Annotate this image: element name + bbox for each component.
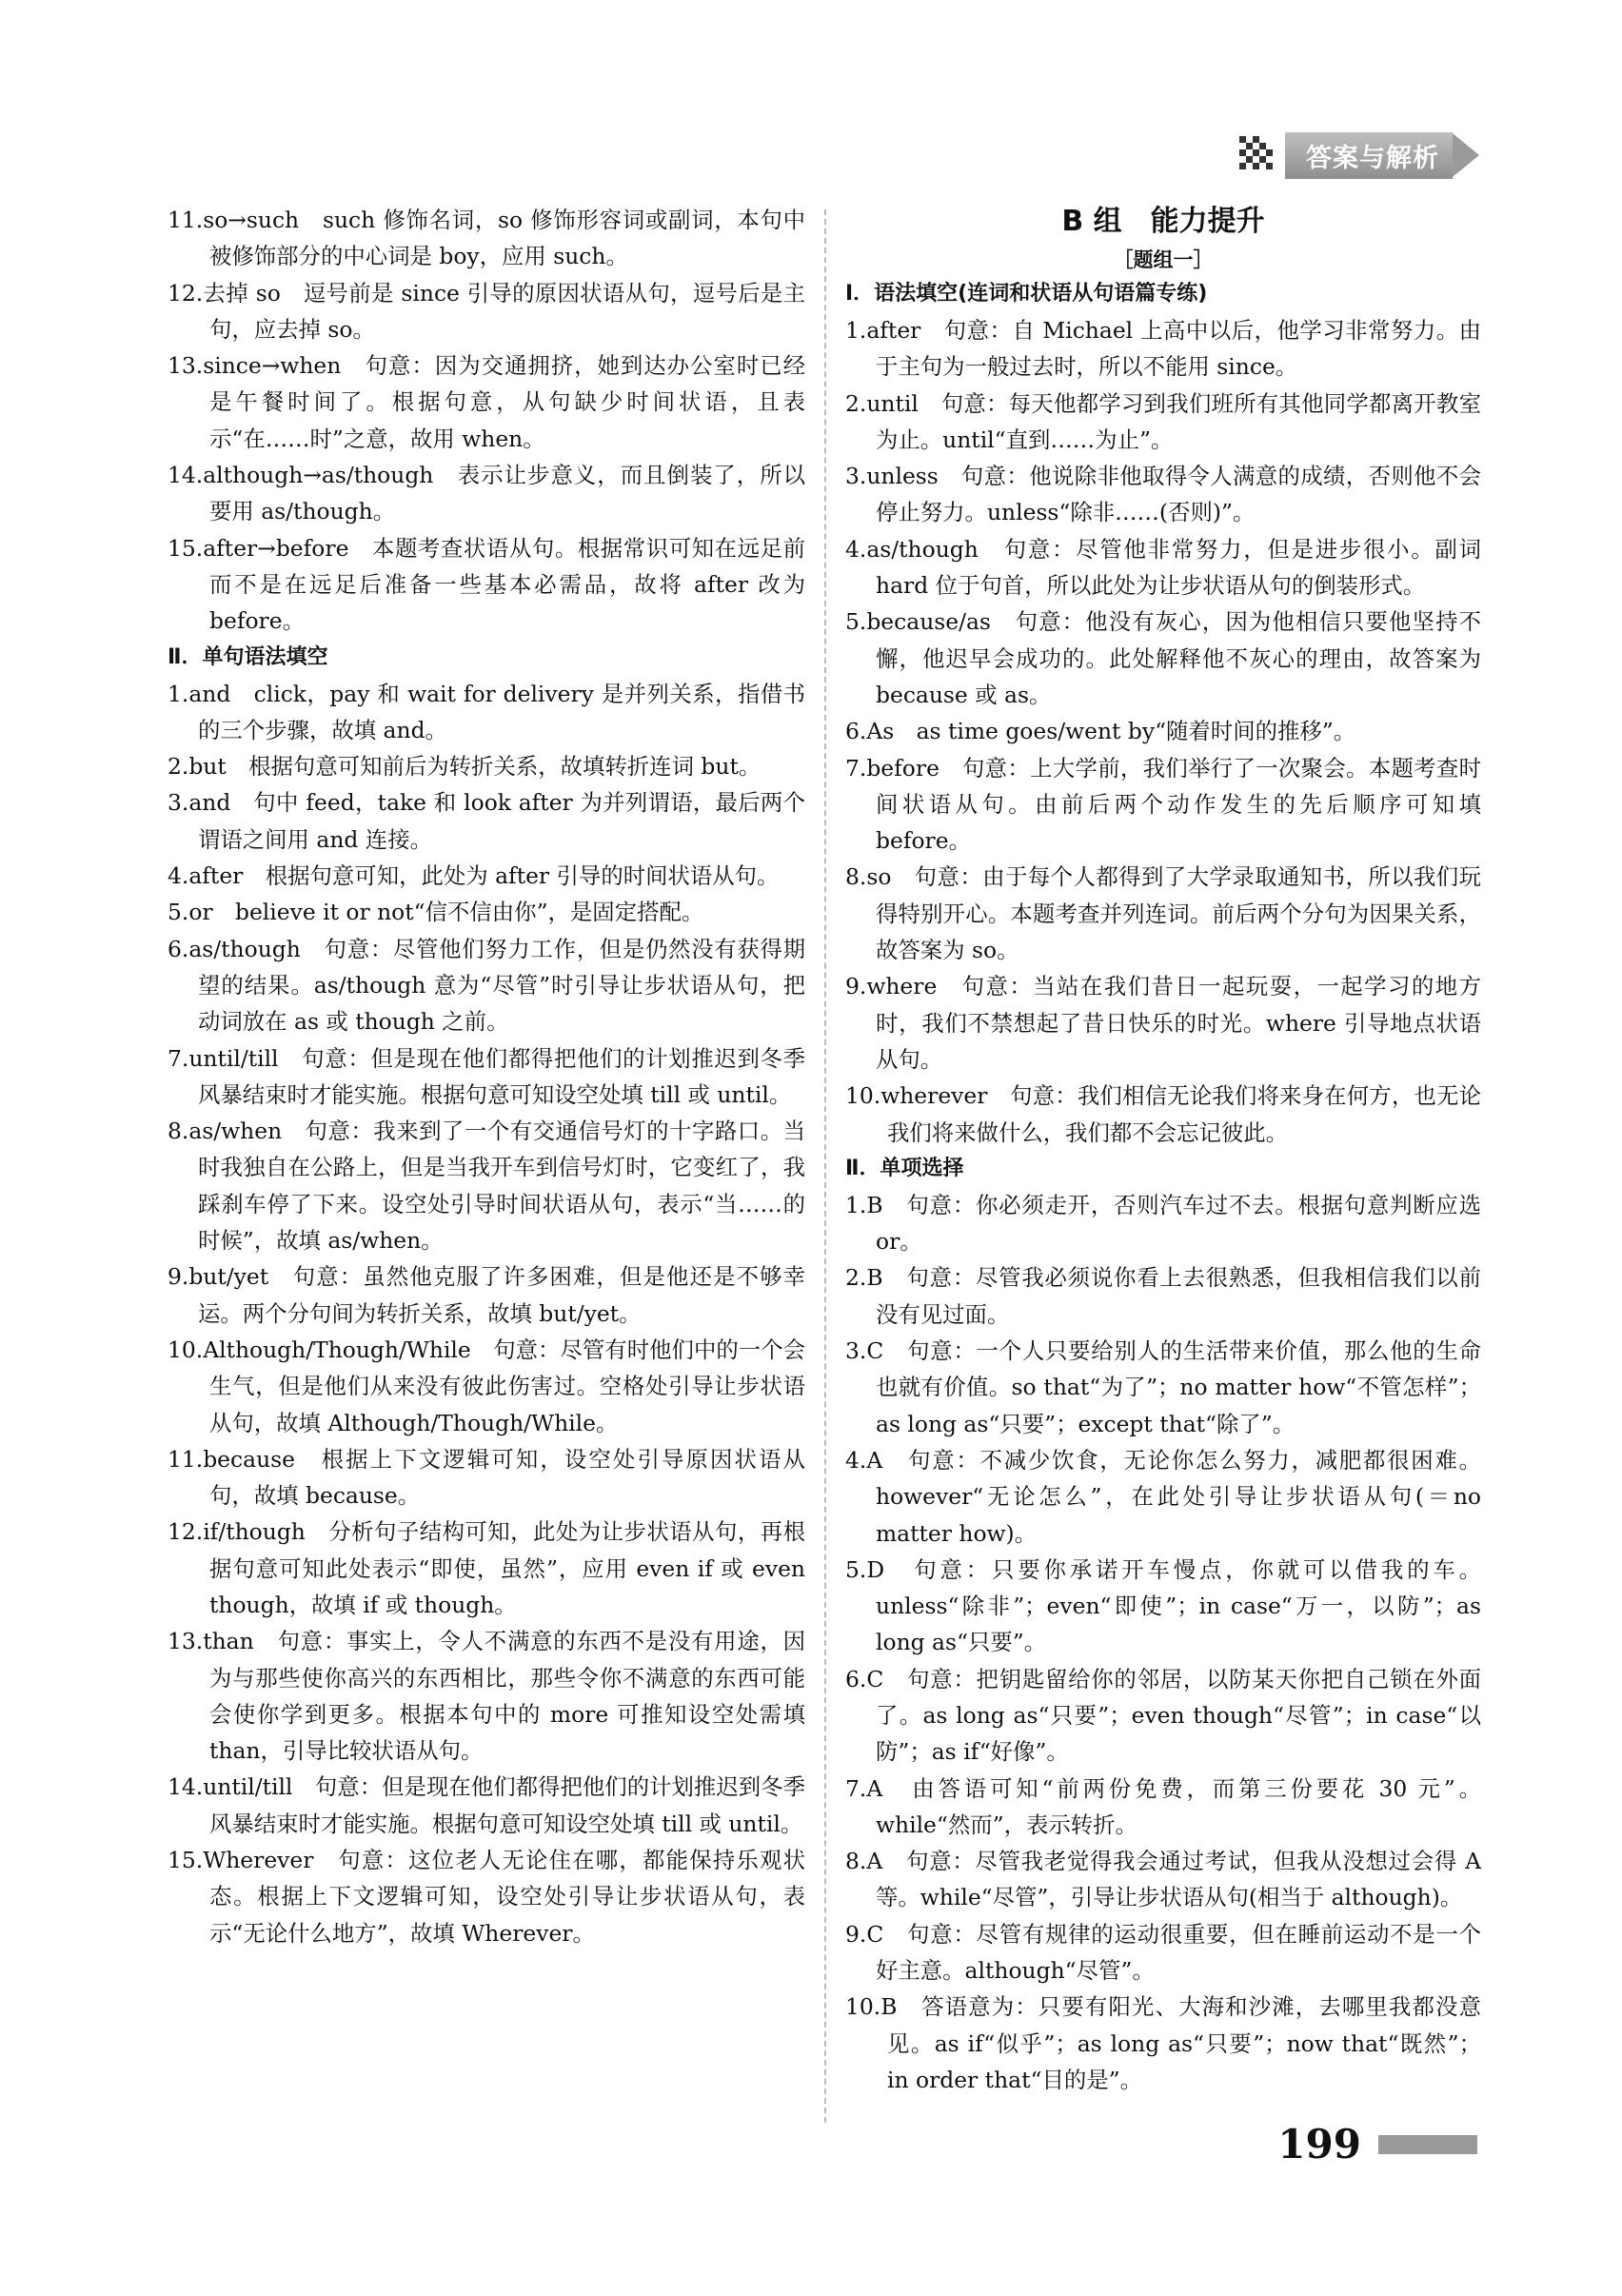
item-number: 8.	[168, 1118, 189, 1145]
grammar-fill-list	[845, 312, 1481, 1151]
item-text: as/when 句意：我来到了一个有交通信号灯的十字路口。当时我独自在公路上，但是当我开车到信号灯时，它变红了，我踩刹车停了下来。设空处引导时间状语从句，表示“当……的时候”，故填 as/when。	[188, 1118, 805, 1255]
answer-item	[845, 312, 1481, 386]
item-number: 6.	[845, 1665, 867, 1692]
pixel-pattern-icon	[1239, 136, 1279, 174]
item-number: 7.	[845, 754, 867, 782]
item-number: 1.	[845, 317, 867, 344]
item-number: 9.	[845, 1920, 867, 1948]
item-text: because/as 句意：他没有灰心，因为他相信只要他坚持不懈，他迟早会成功的。此处解释他不灰心的理由，故答案为 because 或 as。	[866, 608, 1481, 708]
item-number: 9.	[168, 1263, 189, 1291]
answer-item	[845, 1187, 1481, 1260]
answer-item	[845, 1661, 1481, 1771]
item-number: 2.	[845, 389, 867, 417]
answer-item	[168, 784, 805, 858]
answer-item	[168, 676, 805, 749]
item-number: 10.	[168, 1336, 204, 1363]
item-text: than 句意：事实上，令人不满意的东西不是没有用途，因为与那些使你高兴的东西相比，那些令你不满意的东西可能会使你学到更多。根据本句中的 more 可推知设空处需填 than，引导比较状语从句。	[203, 1628, 805, 1765]
answer-item	[845, 1989, 1481, 2098]
answer-item	[168, 748, 805, 784]
column-divider	[824, 209, 826, 2123]
item-number: 8.	[845, 863, 867, 891]
item-text: as/though 句意：尽管他非常努力，但是进步很小。副词 hard 位于句首，所以此处为让步状语从句的倒装形式。	[866, 535, 1481, 600]
item-number: 7.	[845, 1774, 867, 1802]
item-number: 1.	[845, 1191, 867, 1218]
item-number: 9.	[845, 973, 867, 1000]
answer-item	[168, 275, 805, 348]
item-text: A 句意：不减少饮食，无论你怎么努力，减肥都很困难。however“无论怎么”，在此处引导让步状语从句(＝no matter how)。	[866, 1446, 1481, 1547]
item-text: B 答语意为：只要有阳光、大海和沙滩，去哪里我都没意见。as if“似乎”；as long as“只要”；now that“既然”；in order that“目的是”。	[880, 1993, 1481, 2093]
item-text: but/yet 句意：虽然他克服了许多困难，但是他还是不够幸运。两个分句间为转折关系，故填 but/yet。	[188, 1263, 805, 1327]
section-heading: Ⅰ．语法填空(连词和状语从句语篇专练)	[845, 282, 1208, 306]
page-bar	[1378, 2135, 1477, 2154]
item-number: 14.	[168, 1773, 204, 1801]
section-header	[1239, 133, 1479, 177]
item-text: unless 句意：他说除非他取得令人满意的成绩，否则他不会停止努力。unless“除非……(否则)”。	[866, 463, 1481, 526]
item-number: 14.	[168, 462, 204, 489]
item-text: until/till 句意：但是现在他们都得把他们的计划推迟到冬季风暴结束时才能实施。根据句意可知设空处填 till 或 until。	[203, 1773, 805, 1837]
item-number: 4.	[168, 862, 189, 890]
item-number: 5.	[845, 1555, 867, 1583]
item-number: 6.	[845, 718, 867, 745]
answer-item	[168, 1842, 805, 1951]
item-text: wherever 句意：我们相信无论我们将来身在何方，也无论我们将来做什么，我们都不会忘记彼此。	[880, 1082, 1481, 1146]
item-number: 3.	[168, 789, 189, 817]
answer-item	[845, 1078, 1481, 1151]
answer-item	[845, 531, 1481, 604]
header-label: 答案与解析	[1285, 132, 1453, 179]
error-correction-list	[168, 202, 805, 640]
item-number: 8.	[845, 1848, 867, 1875]
answer-item	[845, 859, 1481, 968]
item-number: 5.	[168, 899, 189, 926]
item-number: 11.	[168, 207, 204, 233]
answer-item	[168, 931, 805, 1040]
item-number: 4.	[845, 1446, 867, 1474]
item-number: 15.	[168, 534, 204, 562]
page-number: 199	[1277, 2121, 1361, 2167]
group-title: B 组 能力提升	[1061, 205, 1265, 238]
item-text: C 句意：把钥匙留给你的邻居，以防某天你把自己锁在外面了。as long as“只要”；even though“尽管”；in case“以防”；as if“好像”。	[866, 1665, 1481, 1766]
item-text: so 句意：由于每个人都得到了大学录取通知书，所以我们玩得特别开心。本题考查并列连词。前后两个分句为因果关系，故答案为 so。	[866, 863, 1481, 964]
item-number: 5.	[845, 608, 867, 636]
answer-item	[845, 458, 1481, 531]
answer-item	[845, 750, 1481, 860]
item-text: because 根据上下文逻辑可知，设空处引导原因状语从句，故填 because。	[203, 1445, 805, 1510]
answer-item	[168, 1514, 805, 1623]
item-number: 4.	[845, 535, 867, 563]
item-text: or believe it or not“信不信由你”，是固定搭配。	[188, 899, 704, 926]
right-column	[845, 202, 1481, 2098]
item-text: as/though 句意：尽管他们努力工作，但是仍然没有获得期望的结果。as/though 意为“尽管”时引导让步状语从句，把动词放在 as 或 though 之前。	[188, 935, 805, 1036]
answer-item	[168, 1258, 805, 1332]
item-number: 10.	[845, 1993, 881, 2021]
answer-item	[168, 347, 805, 457]
item-number: 10.	[845, 1082, 881, 1110]
answer-item	[845, 713, 1481, 749]
item-text: B 句意：你必须走开，否则汽车过不去。根据句意判断应选 or。	[866, 1191, 1481, 1256]
item-text: since→when 句意：因为交通拥挤，她到达办公室时已经是午餐时间了。根据句意，从句缺少时间状语，且表示“在……时”之意，故用 when。	[203, 352, 805, 452]
multiple-choice-list	[845, 1187, 1481, 2098]
item-text: B 句意：尽管我必须说你看上去很熟悉，但我相信我们以前没有见过面。	[866, 1264, 1481, 1328]
item-text: C 句意：尽管有规律的运动很重要，但在睡前运动不是一个好主意。although“尽管”。	[866, 1920, 1481, 1985]
answer-item	[168, 530, 805, 640]
single-sentence-fill-list	[168, 676, 805, 1951]
item-number: 2.	[845, 1264, 867, 1292]
section-heading: Ⅱ．单句语法填空	[168, 644, 328, 669]
answer-item	[845, 1442, 1481, 1552]
item-text: where 句意：当站在我们昔日一起玩耍，一起学习的地方时，我们不禁想起了昔日快乐的时光。where 引导地点状语从句。	[866, 973, 1481, 1073]
item-number: 15.	[168, 1847, 204, 1874]
item-number: 6.	[168, 935, 189, 962]
answer-item	[168, 457, 805, 530]
item-text: before 句意：上大学前，我们举行了一次聚会。本题考查时间状语从句。由前后两个动作发生的先后顺序可知填 before。	[866, 754, 1481, 855]
item-text: A 由答语可知“前两份免费，而第三份要花 30 元”。while“然而”，表示转折。	[866, 1774, 1481, 1838]
item-text: As as time goes/went by“随着时间的推移”。	[866, 718, 1356, 745]
item-text: Wherever 句意：这位老人无论住在哪，都能保持乐观状态。根据上下文逻辑可知，设空处引导让步状语从句，表示“无论什么地方”，故填 Wherever。	[203, 1847, 805, 1947]
answer-item	[168, 1769, 805, 1842]
answer-item	[845, 1259, 1481, 1333]
item-text: 去掉 so 逗号前是 since 引导的原因状语从句，逗号后是主句，应去掉 so。	[203, 279, 805, 343]
item-text: after 根据句意可知，此处为 after 引导的时间状语从句。	[188, 862, 780, 890]
left-column	[168, 202, 805, 1951]
item-number: 12.	[168, 1518, 204, 1546]
item-number: 3.	[845, 1337, 867, 1365]
answer-item	[845, 386, 1481, 459]
item-text: if/though 分析句子结构可知，此处为让步状语从句，再根据句意可知此处表示“即使，虽然”，应用 even if 或 even though，故填 if 或 though。	[203, 1518, 805, 1618]
item-text: although→as/though 表示让步意义，而且倒装了，所以要用 as/though。	[203, 462, 805, 525]
answer-item	[168, 1040, 805, 1114]
group-subtitle: ［题组一］	[1113, 247, 1214, 271]
header-arrow-icon	[1453, 133, 1479, 177]
item-text: and 句中 feed，take 和 look after 为并列谓语，最后两个谓语之间用 and 连接。	[188, 789, 805, 853]
item-text: after→before 本题考查状语从句。根据常识可知在远足前而不是在远足后准备一些基本必需品，故将 after 改为 before。	[203, 534, 805, 635]
item-text: until 句意：每天他都学习到我们班所有其他同学都离开教室为止。until“直到……为止”。	[866, 389, 1481, 453]
item-number: 3.	[845, 463, 867, 490]
item-number: 13.	[168, 1628, 204, 1655]
answer-item	[845, 1333, 1481, 1442]
section-heading: Ⅱ．单项选择	[845, 1156, 964, 1180]
answer-item	[168, 1113, 805, 1258]
page-footer	[1277, 2121, 1477, 2167]
item-text: Although/Though/While 句意：尽管有时他们中的一个会生气，但是他们从来没有彼此伤害过。空格处引导让步状语从句，故填 Although/Though/While。	[203, 1336, 805, 1436]
item-text: but 根据句意可知前后为转折关系，故填转折连词 but。	[188, 753, 762, 781]
answer-item	[845, 1552, 1481, 1661]
answer-item	[168, 894, 805, 930]
item-number: 12.	[168, 279, 204, 307]
item-number: 7.	[168, 1044, 189, 1072]
answer-item	[845, 604, 1481, 713]
item-number: 2.	[168, 753, 189, 781]
answer-item	[168, 858, 805, 894]
item-text: so→such such 修饰名词，so 修饰形容词或副词，本句中被修饰部分的中心词是 boy，应用 such。	[203, 207, 805, 270]
item-text: after 句意：自 Michael 上高中以后，他学习非常努力。由于主句为一般过去时，所以不能用 since。	[866, 317, 1481, 381]
item-number: 13.	[168, 352, 204, 380]
answer-item	[168, 202, 805, 275]
answer-item	[845, 1843, 1481, 1916]
answer-item	[168, 1623, 805, 1769]
item-text: and click，pay 和 wait for delivery 是并列关系，指借书的三个步骤，故填 and。	[188, 680, 805, 743]
item-text: until/till 句意：但是现在他们都得把他们的计划推迟到冬季风暴结束时才能实施。根据句意可知设空处填 till 或 until。	[188, 1044, 805, 1108]
answer-item	[845, 1771, 1481, 1844]
answer-item	[845, 968, 1481, 1078]
answer-item	[168, 1441, 805, 1514]
item-text: A 句意：尽管我老觉得我会通过考试，但我从没想过会得 A 等。while“尽管”，引导让步状语从句(相当于 although)。	[866, 1848, 1481, 1911]
item-number: 11.	[168, 1445, 204, 1473]
answer-item	[168, 1332, 805, 1441]
item-text: C 句意：一个人只要给别人的生活带来价值，那么他的生命也就有价值。so that“为了”；no matter how“不管怎样”；as long as“只要”；except that“除了”。	[866, 1337, 1481, 1437]
answer-item	[845, 1916, 1481, 1989]
item-number: 1.	[168, 680, 189, 707]
item-text: D 句意：只要你承诺开车慢点，你就可以借我的车。unless“除非”；even“即使”；in case“万一，以防”；as long as“只要”。	[866, 1555, 1481, 1656]
